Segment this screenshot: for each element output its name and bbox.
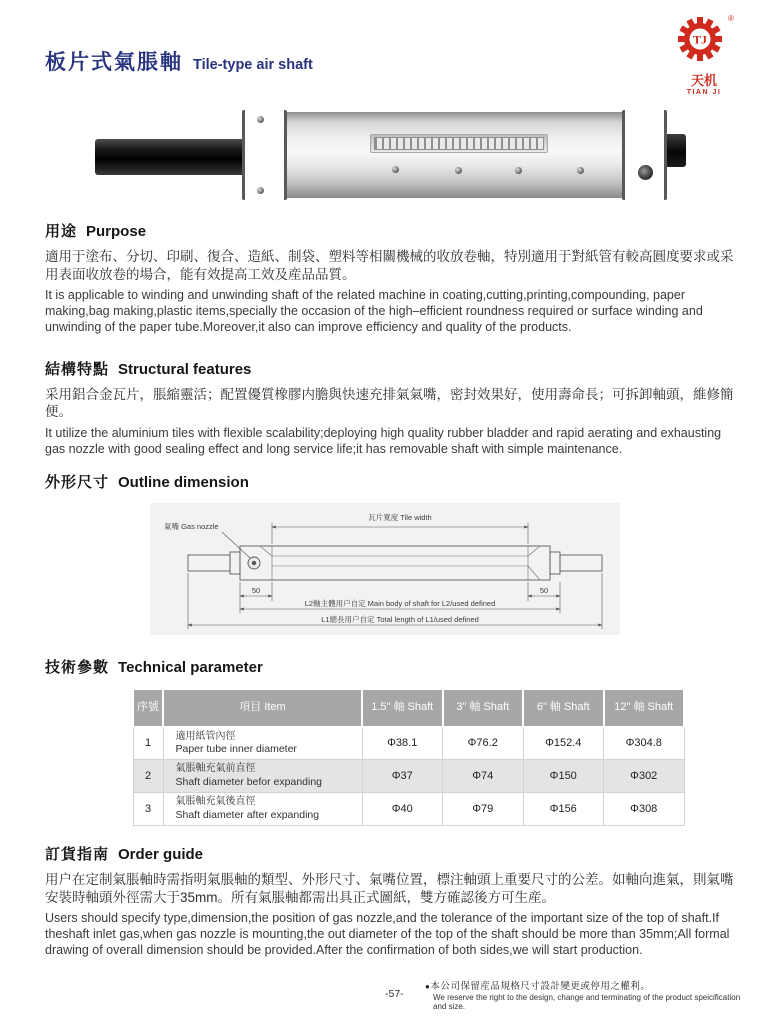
header-shaft-12: 12" 軸 Shaft xyxy=(604,689,685,727)
order-heading-en: Order guide xyxy=(118,846,204,864)
screw-icon xyxy=(638,165,653,180)
structural-body-zh: 采用鋁合金瓦片，脹縮靈活；配置優質橡膠内膽與快速充排氣氣嘴，密封效果好，使用壽命長；可拆卸軸頭，維修簡便。 xyxy=(45,386,734,420)
product-photo xyxy=(95,110,710,200)
dim-50-left-label: 50 xyxy=(251,585,261,595)
row-value: Φ156 xyxy=(523,793,604,826)
row-item-zh: 氣脹軸充氣前直徑 xyxy=(175,763,256,775)
outline-heading-en: Outline dimension xyxy=(118,473,249,491)
purpose-heading-en: Purpose xyxy=(86,223,147,240)
registered-mark-icon: ® xyxy=(728,14,734,23)
footer-note-zh: ● 本公司保留産品規格尺寸設計變更或停用之權利。 xyxy=(425,978,745,992)
purpose-body-zh: 適用于塗布、分切、印刷、復合、造紙、制袋、塑料等相關機械的收放卷軸，特別適用于對紙管有較高圓度要求或采用表面收放卷的場合，能有效提高工效及産品品質。 xyxy=(45,249,734,282)
dim-l1-label: L1總長用户自定 Total length of L1/used defined xyxy=(321,614,479,624)
header-shaft-3: 3" 軸 Shaft xyxy=(443,689,524,727)
purpose-body-en: It is applicable to winding and unwinding shaft of the related machine in coating,cutting,printing,compounding, paper making,bag making,plastic items,specially the occasion of the high–efficient roundness required or surface winding and unwinding of the paper tube.Moreover,it also can improve efficiency and quality of the products. xyxy=(45,288,703,334)
screw-icon xyxy=(577,167,584,174)
row-value: Φ40 xyxy=(362,793,443,826)
row-value: Φ76.2 xyxy=(443,727,524,760)
row-no: 1 xyxy=(133,727,163,760)
header-shaft-1-5: 1.5" 軸 Shaft xyxy=(362,689,443,727)
row-item-en: Shaft diameter after expanding xyxy=(175,808,320,821)
gas-nozzle-symbol xyxy=(222,532,260,569)
outline-heading xyxy=(45,471,740,492)
photo-collar-right xyxy=(622,110,667,200)
section-outline-dimension xyxy=(45,471,740,635)
row-value: Φ37 xyxy=(362,760,443,793)
header-item: 項目 Item xyxy=(163,689,362,727)
technical-heading xyxy=(45,656,740,677)
order-body-en: Users should specify type,dimension,the position of gas nozzle,and the tolerance of the important size of the top of shaft.If theshaft inlet gas,when gas nozzle is mounting,the out diameter of the top of the shaft should be more than 35mm;All formal drawing of overall dimension should be provided.After the confirmation of both sides,we will start production. xyxy=(45,911,730,957)
row-value: Φ304.8 xyxy=(604,727,685,760)
purpose-heading xyxy=(45,220,740,241)
row-value: Φ308 xyxy=(604,793,685,826)
row-item-zh: 適用紙管內徑 xyxy=(175,730,236,742)
footer-note xyxy=(425,978,745,1011)
screw-icon xyxy=(515,167,522,174)
purpose-heading-zh: 用途 xyxy=(45,223,78,240)
logo-name-zh: 天机 xyxy=(690,73,717,88)
order-heading xyxy=(45,843,740,864)
section-structural-features xyxy=(45,358,740,458)
structural-heading-zh: 結構特點 xyxy=(45,360,110,378)
technical-parameter-table xyxy=(132,688,685,827)
order-heading-zh: 訂貨指南 xyxy=(45,846,110,864)
outline-drawing xyxy=(150,503,740,635)
dim-tile-width xyxy=(272,523,528,544)
gear-logo-icon xyxy=(671,12,737,64)
row-item xyxy=(163,793,362,826)
section-technical-parameter xyxy=(45,656,740,827)
row-value: Φ302 xyxy=(604,760,685,793)
structural-heading-en: Structural features xyxy=(118,360,252,378)
photo-shaft-body xyxy=(287,112,622,198)
technical-heading-zh: 技術參數 xyxy=(45,658,110,676)
table-header-row xyxy=(133,689,684,727)
company-logo xyxy=(671,12,737,96)
screw-icon xyxy=(392,166,399,173)
row-value: Φ150 xyxy=(523,760,604,793)
photo-collar-left xyxy=(242,110,287,200)
header-no: 序號 xyxy=(133,689,163,727)
screw-icon xyxy=(257,116,264,123)
order-body-zh: 用户在定制氣脹軸時需指明氣脹軸的類型、外形尺寸、氣嘴位置，標注軸頭上重要尺寸的公差。如軸向進氣，則氣嘴安裝時軸頭外徑需大于35mm。所有氣脹軸都需出具正式圖紙，雙方確認後方可生産。 xyxy=(45,872,734,905)
table-row xyxy=(133,760,684,793)
screw-icon xyxy=(257,187,264,194)
row-item xyxy=(163,727,362,760)
tile-width-label: 瓦片寬度 Tile width xyxy=(368,512,432,522)
photo-tile-slot xyxy=(370,134,548,153)
table-row xyxy=(133,727,684,760)
row-item-zh: 氣脹軸充氣後直徑 xyxy=(175,796,256,808)
row-value: Φ152.4 xyxy=(523,727,604,760)
logo-name-en: TIAN JI xyxy=(686,89,722,96)
dim-l2-label: L2軸主體用户自定 Main body of shaft for L2/used defined xyxy=(304,598,496,608)
photo-end-cap xyxy=(667,134,686,167)
page-title-en: Tile-type air shaft xyxy=(193,57,313,73)
technical-heading-en: Technical parameter xyxy=(118,658,263,676)
row-value: Φ79 xyxy=(443,793,524,826)
page-number: -57- xyxy=(385,988,404,1000)
tile-slot-lines xyxy=(260,546,540,580)
row-no: 2 xyxy=(133,760,163,793)
screw-icon xyxy=(455,167,462,174)
structural-body-en: It utilize the aluminium tiles with flexible scalability;deploying high quality rubber bladder and rapid aerating and exhausting gas nozzle with good sealing effect and long service life;it has removable shaft with simple maintenance. xyxy=(45,425,722,456)
row-value: Φ38.1 xyxy=(362,727,443,760)
row-item xyxy=(163,760,362,793)
outline-heading-zh: 外形尺寸 xyxy=(45,473,110,491)
structural-heading xyxy=(45,358,740,379)
row-value: Φ74 xyxy=(443,760,524,793)
header-shaft-6: 6" 軸 Shaft xyxy=(523,689,604,727)
footer-note-en: We reserve the right to the design, change and terminating of the product speicification and size. xyxy=(433,993,741,1011)
logo-monogram: TJ xyxy=(692,32,708,47)
row-item-en: Shaft diameter befor expanding xyxy=(175,775,323,788)
photo-shaft-journal-left xyxy=(95,139,245,175)
page-title xyxy=(45,46,740,76)
section-order-guide xyxy=(45,843,740,959)
section-purpose xyxy=(45,220,740,336)
page-title-zh: 板片式氣脹軸 xyxy=(45,51,183,74)
row-no: 3 xyxy=(133,793,163,826)
gas-nozzle-label: 氣嘴 Gas nozzle xyxy=(164,521,219,531)
table-row xyxy=(133,793,684,826)
row-item-en: Paper tube inner diameter xyxy=(175,743,297,755)
dim-50-right-label: 50 xyxy=(539,585,549,595)
